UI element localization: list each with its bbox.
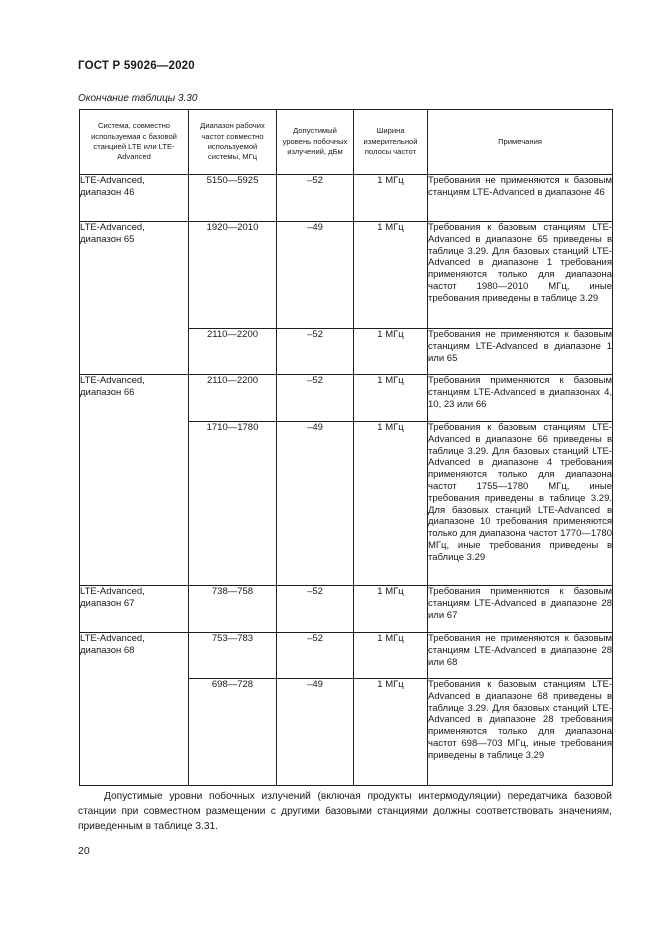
emission-level-cell: –52 [277, 586, 354, 633]
bandwidth-cell: 1 МГц [354, 222, 428, 329]
frequency-range-cell: 1710—1780 [189, 422, 277, 586]
emission-level-cell: –49 [277, 679, 354, 786]
page-number: 20 [78, 845, 90, 857]
system-cell: LTE-Advanced, диапазон 46 [80, 175, 189, 222]
bandwidth-cell: 1 МГц [354, 329, 428, 375]
system-cell: LTE-Advanced, диапазон 68 [80, 633, 189, 786]
emission-limits-table [79, 109, 613, 786]
bandwidth-cell: 1 МГц [354, 586, 428, 633]
frequency-range-cell: 753—783 [189, 633, 277, 679]
note-cell: Требования к базовым станциям LTE-Advanced в диапазоне 65 приведены в таблице 3.29. Для базовых станций LTE-Advanced в диапазоне 1 требования применяются только для диапазона частот 1980—2010 МГц, иные требования приведены в таблице 3.29 [428, 222, 613, 329]
bandwidth-cell: 1 МГц [354, 679, 428, 786]
frequency-range-cell: 1920—2010 [189, 222, 277, 329]
note-cell: Требования применяются к базовым станциям LTE-Advanced в диапазоне 28 или 67 [428, 586, 613, 633]
table-body [80, 175, 613, 786]
emission-level-cell: –52 [277, 329, 354, 375]
table-row [80, 222, 613, 329]
header-emission-level: Допустимый уровень побочных излучений, дБм [277, 110, 354, 175]
table-row [80, 633, 613, 679]
header-notes: Примечания [428, 110, 613, 175]
bandwidth-cell: 1 МГц [354, 175, 428, 222]
table-row [80, 175, 613, 222]
note-cell: Требования применяются к базовым станциям LTE-Advanced в диапазонах 4, 10, 23 или 66 [428, 375, 613, 422]
note-cell: Требования к базовым станциям LTE-Advanced в диапазоне 66 приведены в таблице 3.29. Для базовых станций LTE-Advanced в диапазоне 4 требования применяются только для диапазона частот 1755—1780 МГц, иные требования приведены в таблице 3.29. Для базовых станций LTE-Advanced в диапазоне 10 требования применяются только для диапазона частот 1770—1780 МГц, иные требования приведены в таблице 3.29 [428, 422, 613, 586]
header-frequency-range: Диапазон рабочих частот совместно используемой системы, МГц [189, 110, 277, 175]
emission-level-cell: –52 [277, 175, 354, 222]
emission-level-cell: –49 [277, 422, 354, 586]
body-paragraph: Допустимые уровни побочных излучений (включая продукты интермодуляции) передатчика базовой станции при совместном размещении с другими базовыми станциями должны соответствовать значениям, приведенным в таблице 3.31. [78, 791, 612, 833]
table-row [80, 375, 613, 422]
emission-level-cell: –52 [277, 633, 354, 679]
system-cell: LTE-Advanced, диапазон 66 [80, 375, 189, 586]
system-cell: LTE-Advanced, диапазон 67 [80, 586, 189, 633]
note-cell: Требования не применяются к базовым станциям LTE-Advanced в диапазоне 1 или 65 [428, 329, 613, 375]
note-cell: Требования к базовым станциям LTE-Advanced в диапазоне 68 приведены в таблице 3.29. Для базовых станций LTE-Advanced в диапазоне 28 требования применяются только для диапазона частот 698—703 МГц, иные требования приведены в таблице 3.29 [428, 679, 613, 786]
bandwidth-cell: 1 МГц [354, 375, 428, 422]
frequency-range-cell: 698—728 [189, 679, 277, 786]
table-row [80, 586, 613, 633]
document-title: ГОСТ Р 59026—2020 [78, 60, 195, 72]
emission-level-cell: –49 [277, 222, 354, 329]
bandwidth-cell: 1 МГц [354, 633, 428, 679]
header-measurement-bandwidth: Ширина измерительной полосы частот [354, 110, 428, 175]
header-system: Система, совместно используемая с базовой станцией LTE или LTE-Advanced [80, 110, 189, 175]
emission-level-cell: –52 [277, 375, 354, 422]
note-cell: Требования не применяются к базовым станциям LTE-Advanced в диапазоне 28 или 68 [428, 633, 613, 679]
system-cell: LTE-Advanced, диапазон 65 [80, 222, 189, 375]
frequency-range-cell: 2110—2200 [189, 375, 277, 422]
header-row [80, 110, 613, 175]
frequency-range-cell: 2110—2200 [189, 329, 277, 375]
bandwidth-cell: 1 МГц [354, 422, 428, 586]
frequency-range-cell: 738—758 [189, 586, 277, 633]
table-caption: Окончание таблицы 3.30 [78, 93, 198, 104]
table-header [80, 110, 613, 175]
frequency-range-cell: 5150—5925 [189, 175, 277, 222]
note-cell: Требования не применяются к базовым станциям LTE-Advanced в диапазоне 46 [428, 175, 613, 222]
